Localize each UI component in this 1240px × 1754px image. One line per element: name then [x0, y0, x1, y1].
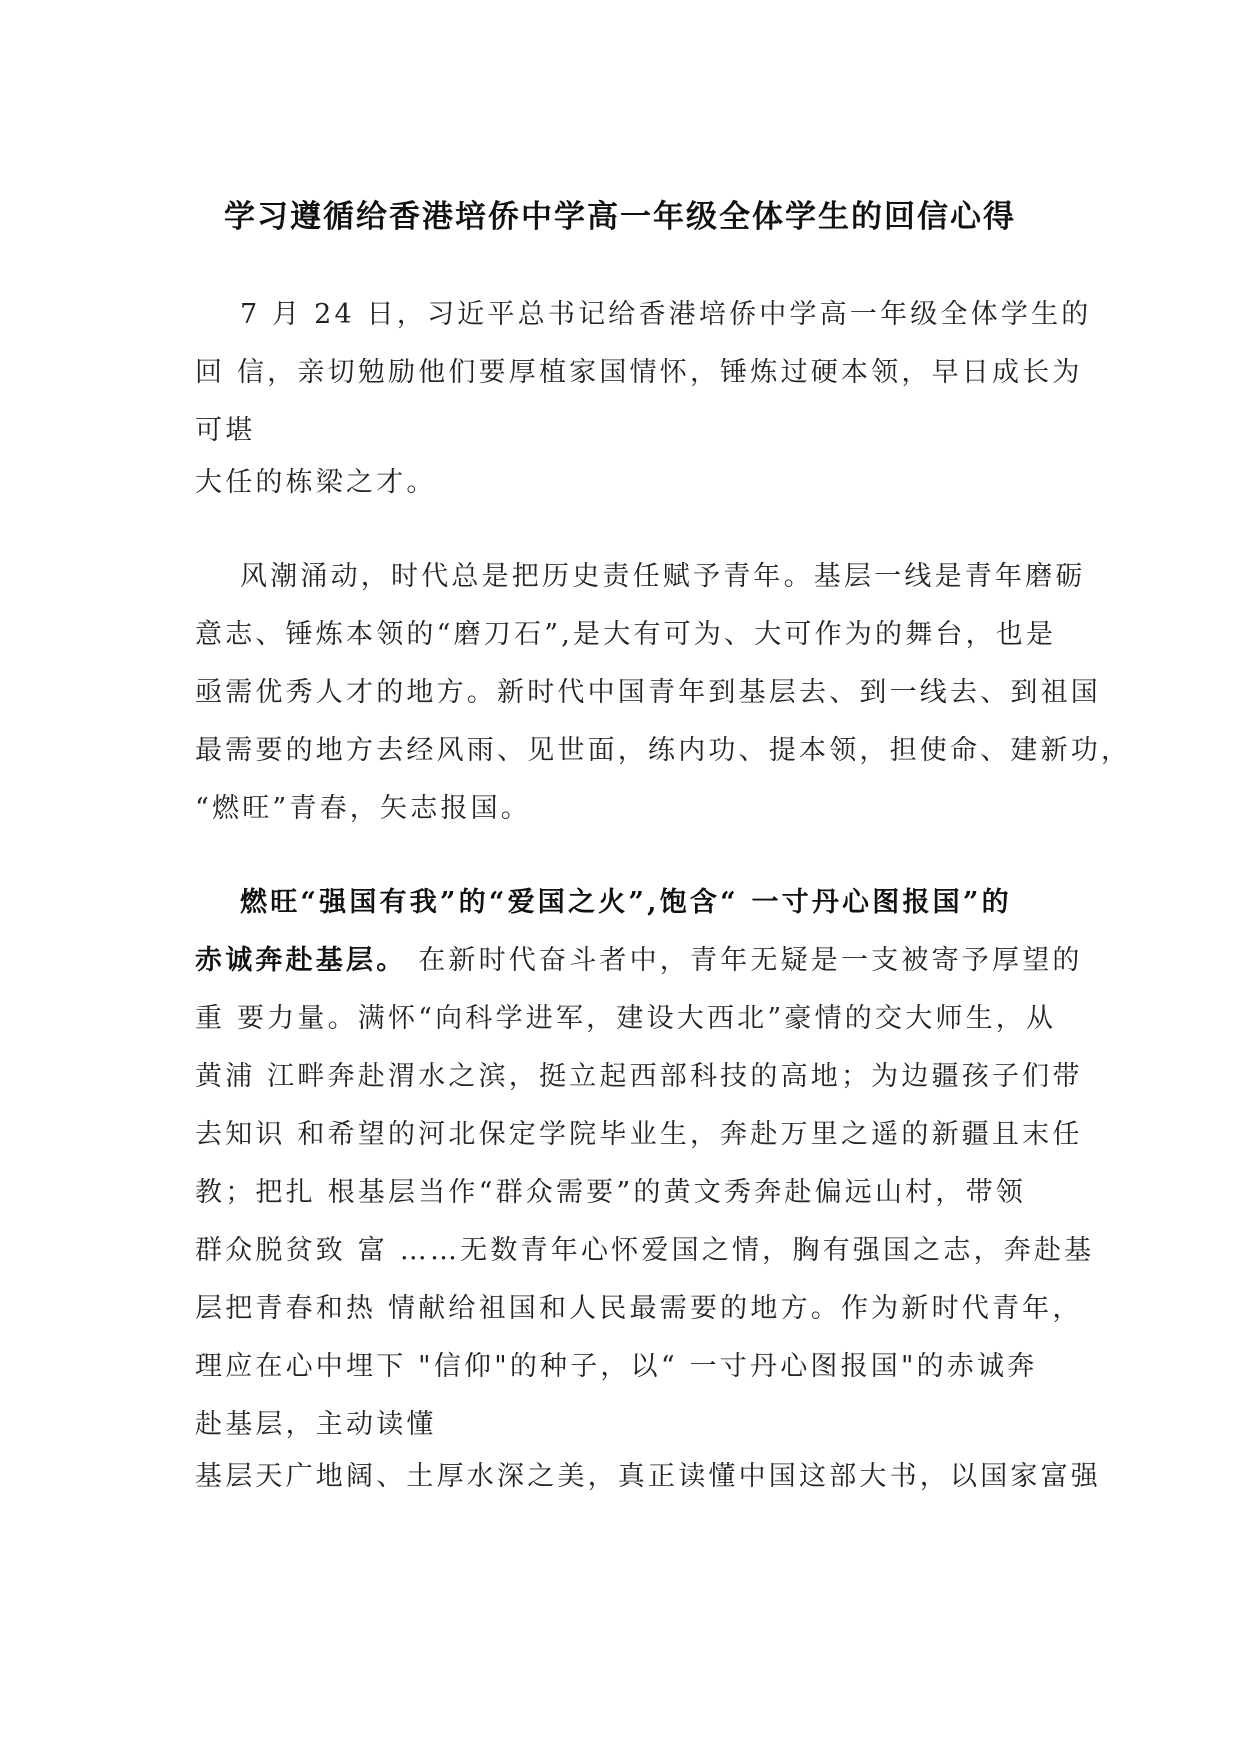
- paragraph-3-line-2: [195, 942, 1083, 980]
- paragraph-3-line-3: 重 要力量。满怀“向科学进军，建设大西北”豪情的交大师生，从: [195, 1003, 1057, 1034]
- paragraph-3-line-5: 去知识 和希望的河北保定学院毕业生，奔赴万里之遥的新疆且末任: [195, 1119, 1083, 1150]
- paragraph-3-line-8: 层把青春和热 情献给祖国和人民最需要的地方。作为新时代青年，: [195, 1293, 1083, 1324]
- paragraph-2-line-3: 亟需优秀人才的地方。新时代中国青年到基层去、到一线去、到祖国: [195, 677, 1101, 708]
- paragraph-2-line-5: “燃旺”青春，矢志报国。: [195, 793, 532, 824]
- paragraph-3-line-9: 理应在心中埋下 "信仰"的种子，以“ 一寸丹心图报国"的赤诚奔: [195, 1351, 1038, 1382]
- paragraph-1-line-1: 7 月 24 日，习近平总书记给香港培侨中学高一年级全体学生的: [240, 299, 1092, 330]
- paragraph-2-line-2: 意志、锤炼本领的“磨刀石”,是大有可为、大可作为的舞台，也是: [195, 619, 1057, 650]
- paragraph-3-line-11: 基层天广地阔、土厚水深之美，真正读懂中国这部大书，以国家富强: [195, 1461, 1101, 1492]
- paragraph-3-heading-line-1: 燃旺“强国有我”的“爱国之火”,饱含“ 一寸丹心图报国”的: [240, 887, 1012, 918]
- paragraph-2-line-4: 最需要的地方去经风雨、见世面，练内功、提本领，担使命、建新功，: [195, 735, 1132, 766]
- paragraph-1-line-2: 回 信，亲切勉励他们要厚植家国情怀，锤炼过硬本领，早日成长为: [195, 357, 1083, 388]
- paragraph-1-line-4: 大任的栋梁之才。: [195, 467, 437, 498]
- paragraph-2-line-1: 风潮涌动，时代总是把历史责任赋予青年。基层一线是青年磨砺: [240, 561, 1086, 592]
- paragraph-3-heading-end: 赤诚奔赴基层。: [195, 945, 407, 976]
- paragraph-3-line-7: 群众脱贫致 富 ……无数青年心怀爱国之情，胸有强国之志，奔赴基: [195, 1235, 1095, 1266]
- paragraph-1-line-3: 可堪: [195, 415, 256, 446]
- paragraph-3-line-6: 教；把扎 根基层当作“群众需要”的黄文秀奔赴偏远山村，带领: [195, 1177, 1026, 1208]
- document-title: 学习遵循给香港培侨中学高一年级全体学生的回信心得: [224, 199, 1016, 235]
- paragraph-3-line-10: 赴基层，主动读懂: [195, 1409, 437, 1440]
- paragraph-3-line-2-rest: 在新时代奋斗者中，青年无疑是一支被寄予厚望的: [406, 945, 1083, 976]
- paragraph-3-line-4: 黄浦 江畔奔赴渭水之滨，挺立起西部科技的高地；为边疆孩子们带: [195, 1061, 1083, 1092]
